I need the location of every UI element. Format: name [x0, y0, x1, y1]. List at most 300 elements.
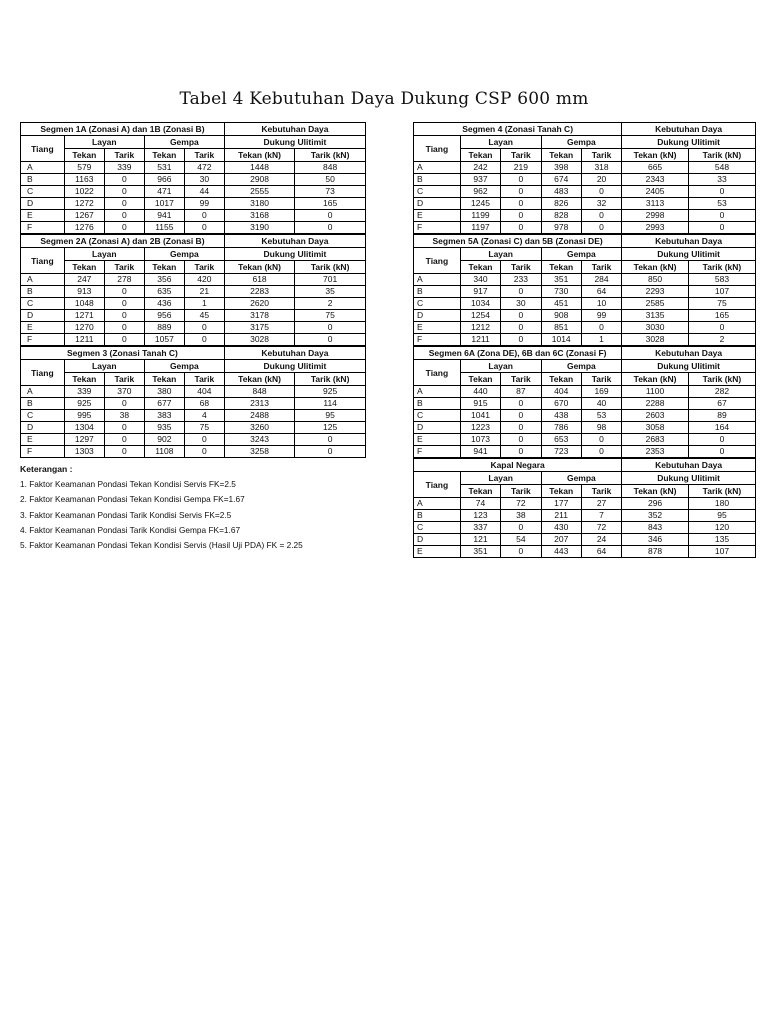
value-cell: 3243	[224, 434, 294, 446]
value-cell: 0	[501, 310, 541, 322]
value-cell: 941	[144, 210, 184, 222]
gempa-tarik-header: Tarik	[581, 485, 621, 498]
value-cell: 339	[64, 386, 104, 398]
value-cell: 925	[64, 398, 104, 410]
value-cell: 135	[688, 534, 755, 546]
layan-tarik-header: Tarik	[501, 485, 541, 498]
value-cell: 53	[581, 410, 621, 422]
value-cell: 878	[622, 546, 689, 558]
value-cell: 925	[295, 386, 366, 398]
value-cell: 0	[184, 222, 224, 235]
ultimit-tarik-header: Tarik (kN)	[688, 149, 755, 162]
ultimit-tarik-header: Tarik (kN)	[688, 373, 755, 386]
segment-title: Kapal Negara	[414, 458, 622, 472]
value-cell: 1108	[144, 446, 184, 458]
value-cell: 0	[104, 210, 144, 222]
value-cell: 1448	[224, 162, 294, 174]
tiang-cell: C	[414, 522, 461, 534]
group-header-row	[21, 136, 366, 149]
value-cell: 941	[460, 446, 500, 459]
value-cell: 20	[581, 174, 621, 186]
table-row	[21, 198, 366, 210]
ultimit-tarik-header: Tarik (kN)	[295, 373, 366, 386]
tiang-cell: F	[414, 446, 461, 459]
layan-header: Layan	[64, 248, 144, 261]
value-cell: 38	[501, 510, 541, 522]
layan-tarik-header: Tarik	[104, 261, 144, 274]
value-cell: 247	[64, 274, 104, 286]
ultimit-tarik-header: Tarik (kN)	[295, 149, 366, 162]
value-cell: 472	[184, 162, 224, 174]
value-cell: 72	[501, 498, 541, 510]
value-cell: 370	[104, 386, 144, 398]
table-row	[414, 186, 756, 198]
value-cell: 1048	[64, 298, 104, 310]
value-cell: 1254	[460, 310, 500, 322]
ultimit-label: Dukung Ulitimit	[622, 360, 756, 373]
value-cell: 3113	[622, 198, 689, 210]
value-cell: 0	[501, 174, 541, 186]
gempa-tekan-header: Tekan	[144, 261, 184, 274]
gempa-header: Gempa	[541, 136, 622, 149]
value-cell: 937	[460, 174, 500, 186]
value-cell: 2555	[224, 186, 294, 198]
value-cell: 0	[501, 334, 541, 347]
value-cell: 3030	[622, 322, 689, 334]
value-cell: 0	[104, 446, 144, 458]
value-cell: 233	[501, 274, 541, 286]
tiang-cell: D	[21, 310, 65, 322]
value-cell: 0	[501, 446, 541, 459]
ultimit-tekan-header: Tekan (kN)	[224, 149, 294, 162]
value-cell: 1022	[64, 186, 104, 198]
notes-title: Keterangan :	[20, 464, 73, 474]
value-cell: 107	[688, 546, 755, 558]
layan-tarik-header: Tarik	[501, 261, 541, 274]
value-cell: 30	[184, 174, 224, 186]
tiang-cell: E	[21, 434, 65, 446]
ultimit-tarik-header: Tarik (kN)	[688, 485, 755, 498]
value-cell: 1297	[64, 434, 104, 446]
value-cell: 2488	[224, 410, 294, 422]
value-cell: 2683	[622, 434, 689, 446]
value-cell: 337	[460, 522, 500, 534]
value-cell: 120	[688, 522, 755, 534]
value-cell: 2353	[622, 446, 689, 459]
layan-header: Layan	[460, 136, 541, 149]
table-row	[414, 298, 756, 310]
ultimit-label: Dukung Ulitimit	[224, 360, 365, 373]
notes	[20, 462, 366, 553]
value-cell: 0	[501, 186, 541, 198]
group-header-row	[414, 472, 756, 485]
right-column	[413, 122, 756, 558]
column-header-row	[414, 149, 756, 162]
tiang-cell: F	[21, 334, 65, 347]
segment-header-row	[414, 123, 756, 136]
value-cell: 2908	[224, 174, 294, 186]
value-cell: 346	[622, 534, 689, 546]
tiang-cell: A	[21, 274, 65, 286]
table-row	[21, 398, 366, 410]
value-cell: 531	[144, 162, 184, 174]
value-cell: 0	[581, 186, 621, 198]
gempa-header: Gempa	[144, 248, 224, 261]
value-cell: 339	[104, 162, 144, 174]
tiang-header: Tiang	[414, 248, 461, 274]
value-cell: 114	[295, 398, 366, 410]
value-cell: 917	[460, 286, 500, 298]
value-cell: 850	[622, 274, 689, 286]
tiang-cell: D	[414, 534, 461, 546]
table-row	[414, 386, 756, 398]
ultimit-label: Dukung Ulitimit	[224, 248, 365, 261]
value-cell: 165	[688, 310, 755, 322]
value-cell: 1100	[622, 386, 689, 398]
value-cell: 2313	[224, 398, 294, 410]
tiang-cell: E	[21, 322, 65, 334]
left-table	[20, 122, 366, 458]
value-cell: 95	[688, 510, 755, 522]
tiang-cell: B	[21, 286, 65, 298]
value-cell: 3258	[224, 446, 294, 458]
layan-header: Layan	[64, 360, 144, 373]
tiang-cell: D	[414, 310, 461, 322]
value-cell: 0	[104, 310, 144, 322]
value-cell: 356	[144, 274, 184, 286]
tiang-header: Tiang	[21, 360, 65, 386]
value-cell: 2283	[224, 286, 294, 298]
value-cell: 0	[104, 298, 144, 310]
value-cell: 0	[104, 186, 144, 198]
value-cell: 73	[295, 186, 366, 198]
segment-title: Segmen 4 (Zonasi Tanah C)	[414, 123, 622, 136]
value-cell: 1041	[460, 410, 500, 422]
tiang-cell: C	[414, 186, 461, 198]
table-row	[21, 174, 366, 186]
tiang-cell: D	[21, 422, 65, 434]
value-cell: 0	[104, 334, 144, 347]
ultimit-tekan-header: Tekan (kN)	[622, 149, 689, 162]
layan-tekan-header: Tekan	[460, 261, 500, 274]
value-cell: 180	[688, 498, 755, 510]
tiang-cell: F	[414, 222, 461, 235]
value-cell: 211	[541, 510, 581, 522]
value-cell: 99	[581, 310, 621, 322]
kebutuhan-label: Kebutuhan Daya	[224, 346, 365, 360]
value-cell: 282	[688, 386, 755, 398]
gempa-tarik-header: Tarik	[581, 261, 621, 274]
value-cell: 978	[541, 222, 581, 235]
tiang-cell: F	[414, 334, 461, 347]
table-row	[21, 386, 366, 398]
gempa-tekan-header: Tekan	[541, 485, 581, 498]
value-cell: 653	[541, 434, 581, 446]
tiang-cell: F	[21, 222, 65, 235]
value-cell: 0	[104, 174, 144, 186]
value-cell: 0	[688, 186, 755, 198]
value-cell: 1272	[64, 198, 104, 210]
value-cell: 3168	[224, 210, 294, 222]
value-cell: 723	[541, 446, 581, 459]
tiang-header: Tiang	[414, 472, 461, 498]
table-row	[414, 286, 756, 298]
value-cell: 0	[184, 334, 224, 347]
ultimit-label: Dukung Ulitimit	[622, 248, 756, 261]
value-cell: 74	[460, 498, 500, 510]
value-cell: 438	[541, 410, 581, 422]
value-cell: 351	[541, 274, 581, 286]
value-cell: 0	[104, 422, 144, 434]
tiang-cell: C	[21, 298, 65, 310]
value-cell: 0	[501, 434, 541, 446]
value-cell: 165	[295, 198, 366, 210]
value-cell: 1014	[541, 334, 581, 347]
segment-title: Segmen 5A (Zonasi C) dan 5B (Zonasi DE)	[414, 234, 622, 248]
note-item: 4. Faktor Keamanan Pondasi Tarik Kondisi Gempa FK=1.67	[20, 524, 241, 535]
value-cell: 2993	[622, 222, 689, 235]
value-cell: 913	[64, 286, 104, 298]
layan-tarik-header: Tarik	[501, 149, 541, 162]
value-cell: 75	[688, 298, 755, 310]
table-row	[414, 198, 756, 210]
ultimit-label: Dukung Ulitimit	[622, 472, 756, 485]
value-cell: 0	[295, 210, 366, 222]
value-cell: 436	[144, 298, 184, 310]
value-cell: 966	[144, 174, 184, 186]
value-cell: 0	[581, 210, 621, 222]
table-row	[414, 398, 756, 410]
value-cell: 1197	[460, 222, 500, 235]
column-header-row	[21, 261, 366, 274]
value-cell: 0	[295, 222, 366, 235]
value-cell: 483	[541, 186, 581, 198]
gempa-tekan-header: Tekan	[541, 261, 581, 274]
value-cell: 89	[688, 410, 755, 422]
value-cell: 45	[184, 310, 224, 322]
layan-header: Layan	[460, 472, 541, 485]
value-cell: 68	[184, 398, 224, 410]
gempa-tarik-header: Tarik	[581, 373, 621, 386]
value-cell: 125	[295, 422, 366, 434]
value-cell: 677	[144, 398, 184, 410]
value-cell: 123	[460, 510, 500, 522]
value-cell: 1073	[460, 434, 500, 446]
value-cell: 0	[501, 546, 541, 558]
value-cell: 3180	[224, 198, 294, 210]
value-cell: 0	[501, 522, 541, 534]
value-cell: 0	[295, 446, 366, 458]
value-cell: 1271	[64, 310, 104, 322]
value-cell: 0	[688, 434, 755, 446]
value-cell: 935	[144, 422, 184, 434]
value-cell: 0	[184, 322, 224, 334]
table-row	[414, 446, 756, 459]
table-row	[21, 446, 366, 458]
value-cell: 962	[460, 186, 500, 198]
value-cell: 1211	[64, 334, 104, 347]
tiang-cell: F	[21, 446, 65, 458]
value-cell: 278	[104, 274, 144, 286]
value-cell: 50	[295, 174, 366, 186]
value-cell: 2288	[622, 398, 689, 410]
left-column	[20, 122, 366, 553]
tiang-header: Tiang	[21, 136, 65, 162]
ultimit-tekan-header: Tekan (kN)	[224, 261, 294, 274]
segment-title: Segmen 6A (Zona DE), 6B dan 6C (Zonasi F)	[414, 346, 622, 360]
value-cell: 98	[581, 422, 621, 434]
table-row	[21, 422, 366, 434]
table-row	[21, 222, 366, 235]
value-cell: 383	[144, 410, 184, 422]
value-cell: 24	[581, 534, 621, 546]
value-cell: 242	[460, 162, 500, 174]
table-row	[21, 434, 366, 446]
value-cell: 1245	[460, 198, 500, 210]
table-row	[21, 274, 366, 286]
value-cell: 908	[541, 310, 581, 322]
gempa-tarik-header: Tarik	[184, 261, 224, 274]
segment-header-row	[21, 346, 366, 360]
value-cell: 618	[224, 274, 294, 286]
layan-tekan-header: Tekan	[460, 149, 500, 162]
value-cell: 635	[144, 286, 184, 298]
table-row	[21, 322, 366, 334]
value-cell: 3135	[622, 310, 689, 322]
segment-title: Segmen 1A (Zonasi A) dan 1B (Zonasi B)	[21, 123, 225, 136]
tiang-cell: E	[414, 434, 461, 446]
segment-title: Segmen 2A (Zonasi A) dan 2B (Zonasi B)	[21, 234, 225, 248]
group-header-row	[414, 360, 756, 373]
value-cell: 21	[184, 286, 224, 298]
value-cell: 27	[581, 498, 621, 510]
layan-tarik-header: Tarik	[104, 373, 144, 386]
value-cell: 1304	[64, 422, 104, 434]
value-cell: 38	[104, 410, 144, 422]
value-cell: 848	[224, 386, 294, 398]
value-cell: 4	[184, 410, 224, 422]
table-row	[414, 174, 756, 186]
layan-tekan-header: Tekan	[64, 149, 104, 162]
table-row	[414, 162, 756, 174]
table-row	[414, 534, 756, 546]
value-cell: 2	[688, 334, 755, 347]
table-row	[21, 310, 366, 322]
value-cell: 318	[581, 162, 621, 174]
value-cell: 0	[581, 434, 621, 446]
gempa-tekan-header: Tekan	[144, 149, 184, 162]
column-header-row	[414, 485, 756, 498]
value-cell: 1	[581, 334, 621, 347]
value-cell: 2405	[622, 186, 689, 198]
segment-title: Segmen 3 (Zonasi Tanah C)	[21, 346, 225, 360]
value-cell: 889	[144, 322, 184, 334]
value-cell: 0	[295, 322, 366, 334]
layan-tekan-header: Tekan	[64, 261, 104, 274]
table-row	[414, 422, 756, 434]
value-cell: 351	[460, 546, 500, 558]
gempa-tekan-header: Tekan	[541, 149, 581, 162]
value-cell: 32	[581, 198, 621, 210]
value-cell: 0	[501, 410, 541, 422]
tiang-cell: A	[414, 162, 461, 174]
gempa-tekan-header: Tekan	[144, 373, 184, 386]
table-row	[414, 310, 756, 322]
value-cell: 471	[144, 186, 184, 198]
value-cell: 404	[184, 386, 224, 398]
segment-header-row	[21, 234, 366, 248]
value-cell: 0	[501, 322, 541, 334]
tiang-header: Tiang	[21, 248, 65, 274]
layan-header: Layan	[460, 360, 541, 373]
table-row	[21, 210, 366, 222]
table-row	[21, 298, 366, 310]
value-cell: 72	[581, 522, 621, 534]
value-cell: 915	[460, 398, 500, 410]
gempa-header: Gempa	[541, 360, 622, 373]
group-header-row	[414, 136, 756, 149]
value-cell: 0	[688, 446, 755, 459]
table-row	[414, 510, 756, 522]
tiang-cell: E	[414, 546, 461, 558]
page-title: Tabel 4 Kebutuhan Daya Dukung CSP 600 mm	[179, 89, 589, 109]
ultimit-label: Dukung Ulitimit	[224, 136, 365, 149]
right-table	[413, 122, 756, 558]
value-cell: 674	[541, 174, 581, 186]
value-cell: 583	[688, 274, 755, 286]
value-cell: 33	[688, 174, 755, 186]
table-row	[414, 546, 756, 558]
gempa-header: Gempa	[144, 136, 224, 149]
table-row	[414, 222, 756, 235]
value-cell: 87	[501, 386, 541, 398]
group-header-row	[414, 248, 756, 261]
kebutuhan-label: Kebutuhan Daya	[622, 123, 756, 136]
tiang-cell: A	[414, 274, 461, 286]
gempa-header: Gempa	[541, 248, 622, 261]
value-cell: 0	[501, 398, 541, 410]
value-cell: 0	[104, 222, 144, 235]
table-row	[21, 334, 366, 347]
tiang-cell: B	[414, 398, 461, 410]
value-cell: 3190	[224, 222, 294, 235]
value-cell: 67	[688, 398, 755, 410]
value-cell: 2343	[622, 174, 689, 186]
value-cell: 0	[104, 434, 144, 446]
value-cell: 398	[541, 162, 581, 174]
ultimit-tekan-header: Tekan (kN)	[622, 373, 689, 386]
value-cell: 2293	[622, 286, 689, 298]
kebutuhan-label: Kebutuhan Daya	[622, 346, 756, 360]
value-cell: 121	[460, 534, 500, 546]
value-cell: 352	[622, 510, 689, 522]
table-row	[21, 186, 366, 198]
value-cell: 0	[688, 222, 755, 235]
value-cell: 0	[581, 446, 621, 459]
value-cell: 851	[541, 322, 581, 334]
value-cell: 169	[581, 386, 621, 398]
tiang-cell: C	[414, 410, 461, 422]
value-cell: 730	[541, 286, 581, 298]
note-item: 5. Faktor Keamanan Pondasi Tekan Kondisi Servis (Hasil Uji PDA) FK = 2.25	[20, 540, 303, 551]
tiang-cell: E	[414, 322, 461, 334]
table-row	[21, 286, 366, 298]
value-cell: 75	[295, 310, 366, 322]
kebutuhan-label: Kebutuhan Daya	[224, 123, 365, 136]
tiang-cell: D	[414, 198, 461, 210]
gempa-tarik-header: Tarik	[184, 373, 224, 386]
value-cell: 0	[295, 334, 366, 347]
